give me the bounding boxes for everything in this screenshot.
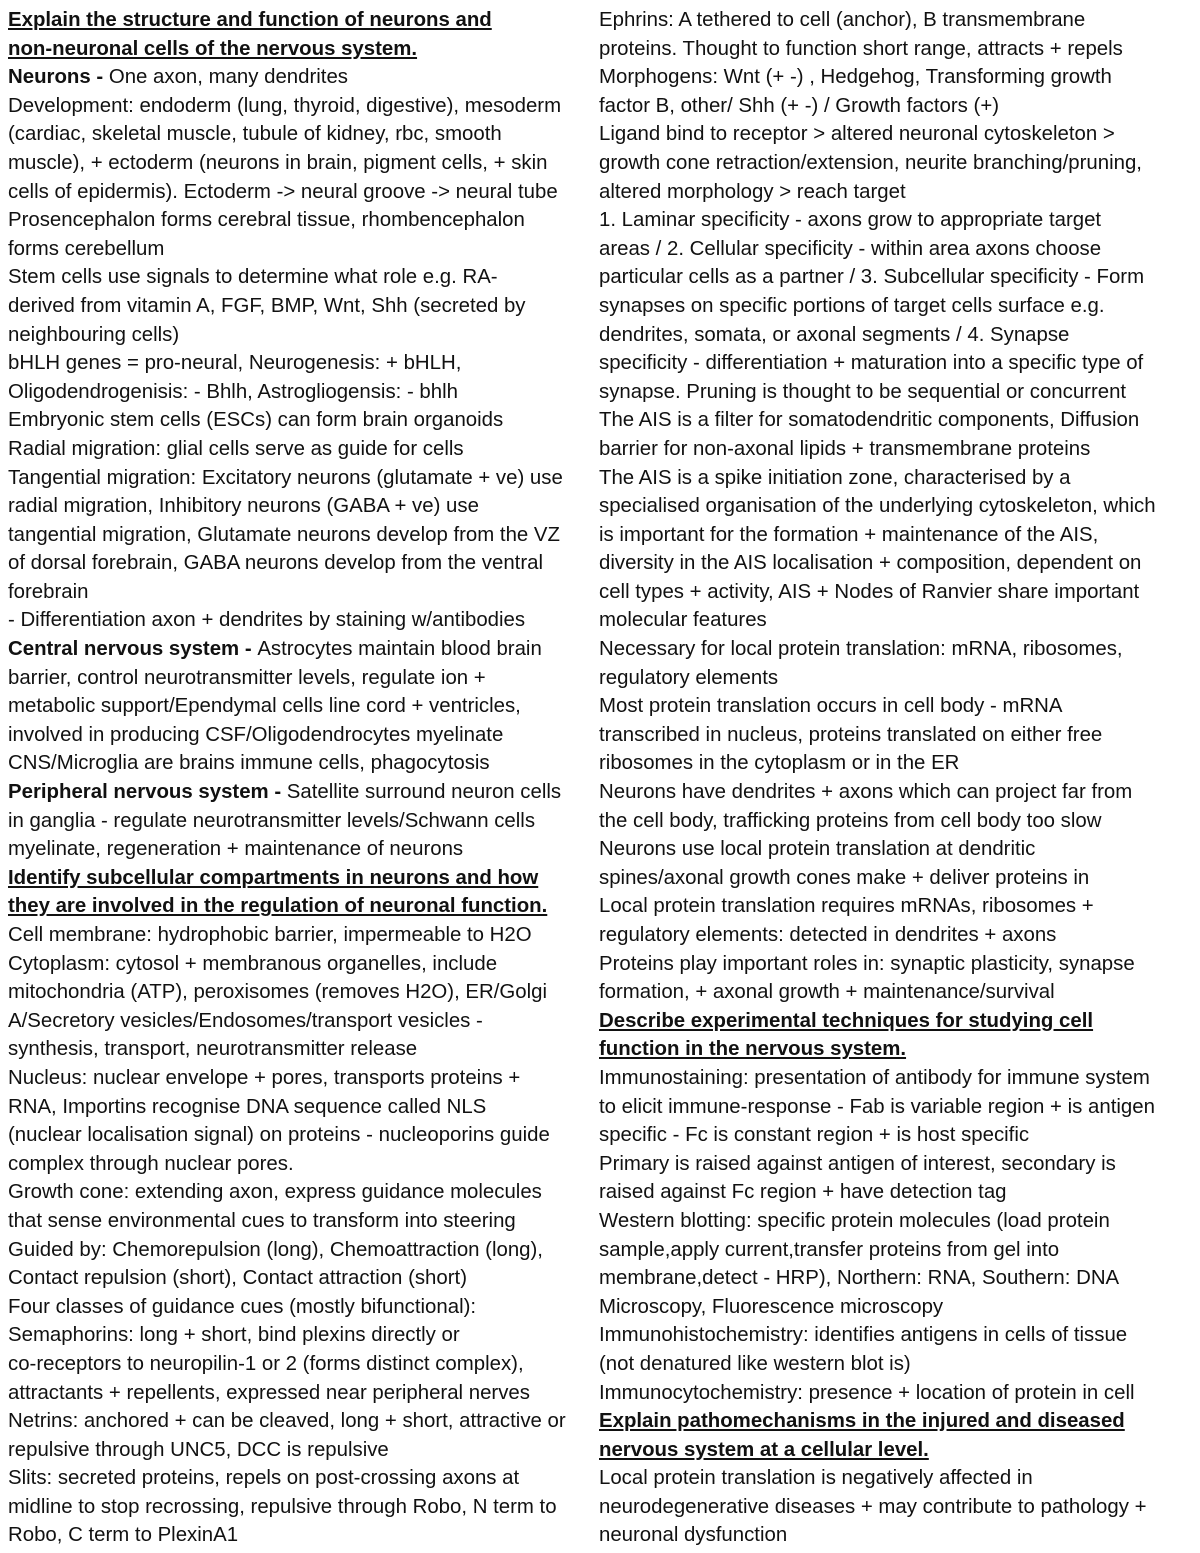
line-text: sample,apply current,transfer proteins from gel into [599,1238,1060,1261]
line-text: proteins. Thought to function short range, attracts + repels [599,37,1123,60]
line-text: Morphogens: Wnt (+ -) , Hedgehog, Transforming growth [599,66,1112,89]
line-text: Four classes of guidance cues (mostly bifunctional): [8,1295,477,1318]
text-line [8,721,598,750]
line-text: A/Secretory vesicles/Endosomes/transport vesicles - [8,1009,483,1032]
text-line [599,692,1199,721]
line-text: Microscopy, Fluorescence microscopy [599,1295,944,1318]
line-text: barrier, control neurotransmitter levels, regulate ion + [8,666,486,689]
line-text: - Differentiation axon + dendrites by staining w/antibodies [8,609,526,632]
line-text: One axon, many dendrites [108,66,348,89]
text-line [8,1350,598,1379]
text-line [8,778,598,807]
line-text: (not denatured like western blot is) [599,1352,911,1375]
line-text: Ligand bind to receptor > altered neuronal cytoskeleton > [599,123,1115,146]
text-line [8,1436,598,1465]
line-text: Growth cone: extending axon, express guidance molecules [8,1181,542,1204]
line-text: involved in producing CSF/Oligodendrocytes myelinate [8,723,504,746]
bold-term: Neurons - [8,66,109,89]
text-line [8,1207,598,1236]
text-line [8,178,598,207]
text-line [599,606,1199,635]
text-line [599,235,1199,264]
text-line [599,149,1199,178]
line-text: they are involved in the regulation of neuronal function. [8,895,548,918]
text-line [599,349,1199,378]
text-line [8,92,598,121]
text-line [8,692,598,721]
line-text: The AIS is a filter for somatodendritic components, Diffusion [599,409,1140,432]
line-text: Local protein translation requires mRNAs, ribosomes + [599,895,1094,918]
section-heading-line [599,1407,1199,1436]
line-text: Nucleus: nuclear envelope + pores, transports proteins + [8,1066,521,1089]
text-line [599,63,1199,92]
text-line [8,1178,598,1207]
text-line [599,749,1199,778]
line-text: Astrocytes maintain blood brain [257,638,542,661]
line-text: Necessary for local protein translation: mRNA, ribosomes, [599,638,1123,661]
line-text: attractants + repellents, expressed near peripheral nerves [8,1381,530,1404]
line-text: that sense environmental cues to transform into steering [8,1209,516,1232]
line-text: altered morphology > reach target [599,180,906,203]
line-text: specificity - differentiation + maturation into a specific type of [599,352,1144,375]
line-text: Oligodendrogenisis: - Bhlh, Astrogliogensis: - bhlh [8,380,458,403]
section-heading-line [599,1436,1199,1465]
line-text: RNA, Importins recognise DNA sequence called NLS [8,1095,487,1118]
text-line [599,1264,1199,1293]
line-text: specialised organisation of the underlying cytoskeleton, which [599,495,1156,518]
line-text: Cytoplasm: cytosol + membranous organelles, include [8,952,498,975]
text-line [599,6,1199,35]
line-text: co-receptors to neuropilin-1 or 2 (forms distinct complex), [8,1352,524,1375]
text-line [599,1321,1199,1350]
line-text: molecular features [599,609,767,632]
line-text: cells of epidermis). Ectoderm -> neural groove -> neural tube [8,180,558,203]
text-line [599,1350,1199,1379]
text-line [8,1293,598,1322]
line-text: in ganglia - regulate neurotransmitter levels/Schwann cells [8,809,536,832]
text-line [8,1321,598,1350]
line-text: growth cone retraction/extension, neurite branching/pruning, [599,151,1142,174]
line-text: (cardiac, skeletal muscle, tubule of kidney, rbc, smooth [8,123,502,146]
text-line [8,263,598,292]
line-text: Local protein translation is negatively affected in [599,1467,1033,1490]
line-text: 1. Laminar specificity - axons grow to appropriate target [599,209,1102,232]
line-text: Satellite surround neuron cells [286,781,562,804]
line-text: Stem cells use signals to determine what role e.g. RA- [8,266,498,289]
text-line [8,1007,598,1036]
line-text: Embryonic stem cells (ESCs) can form brain organoids [8,409,504,432]
text-line [8,1035,598,1064]
line-text: neighbouring cells) [8,323,180,346]
text-line [8,664,598,693]
left-column [8,6,598,1550]
text-line [599,1379,1199,1408]
line-text: Development: endoderm (lung, thyroid, digestive), mesoderm [8,94,562,117]
text-line [8,1407,598,1436]
text-line [599,263,1199,292]
line-text: Radial migration: glial cells serve as guide for cells [8,437,464,460]
text-line [599,549,1199,578]
line-text: derived from vitamin A, FGF, BMP, Wnt, Shh (secreted by [8,294,526,317]
text-line [599,778,1199,807]
text-line [8,120,598,149]
line-text: dendrites, somata, or axonal segments / 4. Synapse [599,323,1070,346]
text-line [599,378,1199,407]
text-line [599,864,1199,893]
line-text: neurodegenerative diseases + may contribute to pathology + [599,1495,1147,1518]
line-text: (nuclear localisation signal) on proteins - nucleoporins guide [8,1124,550,1147]
text-line [8,521,598,550]
text-line [599,1178,1199,1207]
text-line [8,1150,598,1179]
section-heading-line [599,1007,1199,1036]
text-line [599,292,1199,321]
text-line [8,835,598,864]
text-line [8,492,598,521]
line-text: Guided by: Chemorepulsion (long), Chemoattraction (long), [8,1238,543,1261]
line-text: Describe experimental techniques for studying cell [599,1009,1094,1032]
line-text: midline to stop recrossing, repulsive through Robo, N term to [8,1495,557,1518]
line-text: Explain pathomechanisms in the injured and diseased [599,1410,1125,1433]
text-line [599,1207,1199,1236]
text-line [8,921,598,950]
text-line [599,206,1199,235]
text-line [8,63,598,92]
text-line [8,578,598,607]
text-line [599,1150,1199,1179]
line-text: muscle), + ectoderm (neurons in brain, pigment cells, + skin [8,151,548,174]
line-text: cell types + activity, AIS + Nodes of Ranvier share important [599,580,1140,603]
line-text: Semaphorins: long + short, bind plexins directly or [8,1324,460,1347]
text-line [599,178,1199,207]
text-line [599,120,1199,149]
text-line [8,606,598,635]
text-line [599,1293,1199,1322]
line-text: factor B, other/ Shh (+ -) / Growth factors (+) [599,94,1000,117]
text-line [8,807,598,836]
line-text: Identify subcellular compartments in neurons and how [8,866,539,889]
line-text: Immunohistochemistry: identifies antigens in cells of tissue [599,1324,1128,1347]
text-line [599,406,1199,435]
text-line [599,464,1199,493]
text-line [8,1379,598,1408]
text-line [599,1121,1199,1150]
text-line [599,978,1199,1007]
text-line [599,1521,1199,1550]
text-line [8,1493,598,1522]
section-heading-line [599,1035,1199,1064]
text-line [8,1264,598,1293]
line-text: mitochondria (ATP), peroxisomes (removes H2O), ER/Golgi [8,981,547,1004]
text-line [599,1493,1199,1522]
line-text: forebrain [8,580,89,603]
line-text: synthesis, transport, neurotransmitter release [8,1038,418,1061]
text-line [599,492,1199,521]
line-text: Ephrins: A tethered to cell (anchor), B transmembrane [599,9,1086,31]
text-line [8,950,598,979]
line-text: the cell body, trafficking proteins from cell body too slow [599,809,1102,832]
line-text: membrane,detect - HRP), Northern: RNA, Southern: DNA [599,1267,1120,1290]
line-text: areas / 2. Cellular specificity - within area axons choose [599,237,1102,260]
text-line [599,1236,1199,1265]
right-column [599,6,1199,1550]
bold-term: Peripheral nervous system - [8,781,287,804]
text-line [8,1093,598,1122]
section-heading-line [8,892,598,921]
text-line [599,892,1199,921]
line-text: regulatory elements: detected in dendrites + axons [599,924,1057,946]
text-line [599,721,1199,750]
text-line [8,321,598,350]
text-line [8,235,598,264]
line-text: function in the nervous system. [599,1038,907,1061]
line-text: Neurons use local protein translation at dendritic [599,838,1036,861]
line-text: Most protein translation occurs in cell body - mRNA [599,695,1063,718]
line-text: spines/axonal growth cones make + deliver proteins in [599,866,1090,889]
text-line [599,435,1199,464]
line-text: Netrins: anchored + can be cleaved, long + short, attractive or [8,1410,566,1433]
text-line [8,749,598,778]
line-text: The AIS is a spike initiation zone, characterised by a [599,466,1071,489]
line-text: bHLH genes = pro-neural, Neurogenesis: + bHLH, [8,352,462,375]
text-line [599,35,1199,64]
line-text: synapse. Pruning is thought to be sequential or concurrent [599,380,1127,403]
text-line [8,292,598,321]
text-line [599,807,1199,836]
line-text: repulsive through UNC5, DCC is repulsive [8,1438,389,1461]
line-text: radial migration, Inhibitory neurons (GABA + ve) use [8,495,479,518]
line-text: to elicit immune-response - Fab is variable region + is antigen [599,1095,1155,1118]
line-text: regulatory elements [599,666,779,689]
line-text: raised against Fc region + have detection tag [599,1181,1007,1204]
line-text: Robo, C term to PlexinA1 [8,1524,239,1547]
text-line [599,1064,1199,1093]
line-text: diversity in the AIS localisation + composition, dependent on [599,552,1142,575]
line-text: barrier for non-axonal lipids + transmembrane proteins [599,437,1091,460]
text-line [8,206,598,235]
line-text: synapses on specific portions of target cells surface e.g. [599,294,1105,317]
line-text: metabolic support/Ependymal cells line cord + ventricles, [8,695,521,718]
line-text: specific - Fc is constant region + is host specific [599,1124,1030,1147]
line-text: myelinate, regeneration + maintenance of neurons [8,838,464,861]
line-text: Proteins play important roles in: synaptic plasticity, synapse [599,952,1135,975]
text-line [8,349,598,378]
text-line [8,378,598,407]
text-line [599,92,1199,121]
bold-term: Central nervous system - [8,638,258,661]
line-text: Tangential migration: Excitatory neurons (glutamate + ve) use [8,466,563,489]
line-text: formation, + axonal growth + maintenance/survival [599,981,1055,1004]
text-line [8,635,598,664]
text-line [599,521,1199,550]
line-text: Immunostaining: presentation of antibody for immune system [599,1066,1150,1089]
text-line [8,435,598,464]
text-line [8,1464,598,1493]
line-text: complex through nuclear pores. [8,1152,294,1175]
text-line [8,406,598,435]
text-line [599,950,1199,979]
text-line [599,664,1199,693]
text-line [8,1064,598,1093]
line-text: transcribed in nucleus, proteins translated on either free [599,723,1103,746]
line-text: non-neuronal cells of the nervous system. [8,37,418,60]
line-text: forms cerebellum [8,237,165,260]
line-text: Western blotting: specific protein molecules (load protein [599,1209,1110,1232]
line-text: nervous system at a cellular level. [599,1438,929,1461]
text-line [599,578,1199,607]
text-line [8,1236,598,1265]
text-line [8,549,598,578]
text-line [599,835,1199,864]
text-line [8,149,598,178]
line-text: particular cells as a partner / 3. Subcellular specificity - Form [599,266,1145,289]
text-line [8,1521,598,1550]
text-line [8,978,598,1007]
line-text: Slits: secreted proteins, repels on post-crossing axons at [8,1467,520,1490]
text-line [599,1093,1199,1122]
section-heading-line [8,864,598,893]
text-line [599,1464,1199,1493]
line-text: Explain the structure and function of neurons and [8,9,492,31]
line-text: Cell membrane: hydrophobic barrier, impermeable to H2O [8,924,532,946]
line-text: ribosomes in the cytoplasm or in the ER [599,752,960,775]
line-text: of dorsal forebrain, GABA neurons develop from the ventral [8,552,543,575]
text-line [599,635,1199,664]
text-line [8,464,598,493]
text-line [8,1121,598,1150]
line-text: CNS/Microglia are brains immune cells, phagocytosis [8,752,490,775]
section-heading-line [8,35,598,64]
line-text: Contact repulsion (short), Contact attraction (short) [8,1267,467,1290]
line-text: tangential migration, Glutamate neurons develop from the VZ [8,523,560,546]
text-line [599,921,1199,950]
line-text: Neurons have dendrites + axons which can project far from [599,781,1133,804]
section-heading-line [8,6,598,35]
line-text: Prosencephalon forms cerebral tissue, rhombencephalon [8,209,525,232]
line-text: is important for the formation + maintenance of the AIS, [599,523,1099,546]
text-line [599,321,1199,350]
line-text: Immunocytochemistry: presence + location of protein in cell [599,1381,1135,1404]
line-text: neuronal dysfunction [599,1524,788,1547]
line-text: Primary is raised against antigen of interest, secondary is [599,1152,1116,1175]
